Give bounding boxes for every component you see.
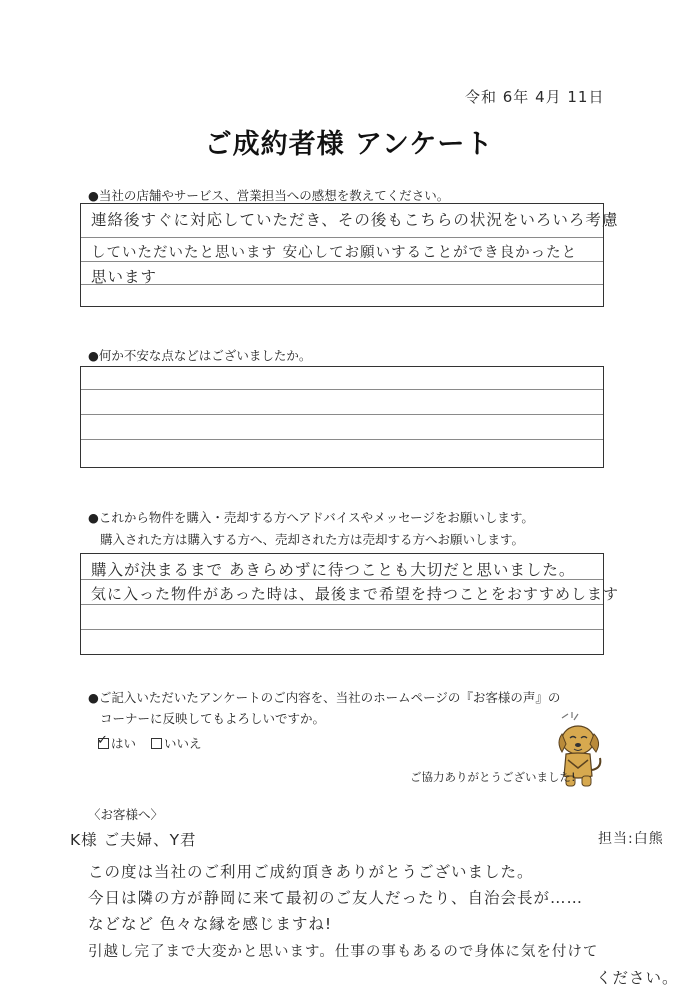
staff-name: 担当:白熊 — [598, 831, 664, 847]
ruled-line — [81, 604, 603, 605]
answer-box-2[interactable] — [80, 366, 604, 468]
question-1: ●当社の店舗やサービス、営業担当への感想を教えてください。 — [88, 188, 450, 203]
answer-1-line-2: していただいたと思います 安心してお願いすることができ良かったと — [91, 245, 578, 261]
page-title: ご成約者様 アンケート — [204, 129, 494, 160]
question-3-sub: 購入された方は購入する方へ、売却された方は売却する方へお願いします。 — [100, 532, 525, 547]
customer-section-label: 〈お客様へ〉 — [88, 807, 164, 822]
message-line-3: などなど 色々な縁を感じますね! — [88, 915, 333, 933]
answer-3-line-2: 気に入った物件があった時は、最後まで希望を持つことをおすすめします — [91, 585, 620, 603]
question-3: ●これから物件を購入・売却する方へアドバイスやメッセージをお願いします。 — [88, 510, 534, 525]
message-line-4: 引越し完了まで大変かと思います。仕事の事もあるので身体に気を付けて — [88, 944, 599, 960]
checkbox-yes[interactable] — [97, 733, 109, 749]
option-yes[interactable] — [98, 734, 136, 752]
survey-date: 令和 6年 4月 11日 — [465, 88, 605, 106]
answer-1-line-1: 連絡後すぐに対応していただき、その後もこちらの状況をいろいろ考慮 — [91, 211, 619, 229]
thanks-message: ご協力ありがとうございました! — [410, 770, 576, 784]
checkbox-no[interactable] — [151, 738, 162, 749]
answer-3-line-1: 購入が決まるまで あきらめずに待つことも大切だと思いました。 — [91, 561, 576, 579]
answer-box-1[interactable] — [80, 203, 619, 307]
question-4-cont: コーナーに反映してもよろしいですか。 — [100, 711, 326, 726]
question-2: ●何か不安な点などはございましたか。 — [88, 348, 312, 363]
ruled-line — [81, 414, 603, 415]
message-line-5: ください。 — [596, 969, 679, 987]
option-yes-label: はい — [111, 736, 137, 751]
check-mark-icon: ✓ — [97, 733, 108, 748]
ruled-line — [81, 439, 603, 440]
answer-1-line-3: 思います — [91, 268, 158, 286]
ruled-line — [81, 284, 603, 285]
option-no[interactable] — [151, 734, 202, 752]
message-line-2: 今日は隣の方が静岡に来て最初のご友人だったり、自治会長が…… — [88, 889, 584, 907]
ruled-line — [81, 389, 603, 390]
message-line-1: この度は当社のご利用ご成約頂きありがとうございました。 — [88, 863, 534, 881]
answer-box-3[interactable] — [80, 553, 620, 655]
ruled-line — [81, 237, 603, 238]
question-4: ●ご記入いただいたアンケートのご内容を、当社のホームページの『お客様の声』の — [88, 690, 561, 705]
ruled-line — [81, 629, 603, 630]
option-no-label: いいえ — [164, 736, 202, 751]
customer-greeting: K様 ご夫婦、Y君 — [70, 831, 197, 849]
